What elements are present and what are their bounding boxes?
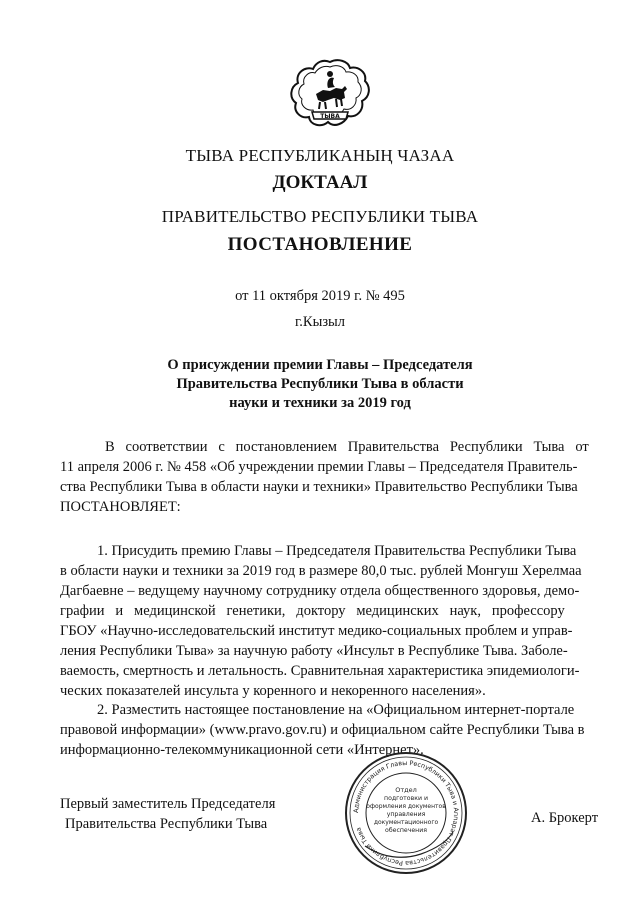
paragraph-line: ГБОУ «Научно-исследовательский институт медико-социальных проблем и управ- <box>60 623 573 639</box>
signatory-name: А. Брокерт <box>531 810 599 826</box>
preamble-paragraph <box>60 437 610 517</box>
paragraph-line: в области науки и техники за 2019 год в размере 80,0 тыс. рублей Монгуш Херелмаа <box>60 563 582 579</box>
signatory-position-line: Правительства Республики Тыва <box>65 816 268 832</box>
title-line: Правительства Республики Тыва в области <box>176 376 464 392</box>
seal-center-line: подготовки и <box>384 795 428 802</box>
seal-center-line: оформления документов <box>366 803 446 810</box>
signatory-position-line: Первый заместитель Председателя <box>60 796 276 812</box>
seal-center-line: обеспечения <box>385 827 427 834</box>
document-title <box>0 356 640 413</box>
document-city: г.Кызыл <box>294 314 346 330</box>
paragraph-line: 11 апреля 2006 г. № 458 «Об учреждении премии Главы – Председателя Правитель- <box>60 459 578 475</box>
header-tuvan-doc-type: ДОКТААЛ <box>272 172 368 193</box>
paragraph-line: ваемость, смертность и летальность. Сравнительная характеристика эпидемиологи- <box>60 663 580 679</box>
paragraph-line: 2. Разместить настоящее постановление на «Официальном интернет-портале <box>97 702 575 718</box>
title-line: науки и техники за 2019 год <box>229 395 411 411</box>
clause-2-paragraph <box>60 700 610 760</box>
paragraph-line: ства Республики Тыва в области науки и техники» Правительство Республики Тыва <box>60 479 578 495</box>
header-russian-government: ПРАВИТЕЛЬСТВО РЕСПУБЛИКИ ТЫВА <box>161 207 479 226</box>
header-russian-doc-type: ПОСТАНОВЛЕНИЕ <box>227 234 413 255</box>
title-line: О присуждении премии Главы – Председателя <box>167 357 473 373</box>
official-seal-icon <box>343 750 469 876</box>
coat-of-arms-icon <box>290 58 370 130</box>
seal-ring-text: Администрация Главы Республики Тыва и Аппарат Правительства Республики Тыва <box>351 758 461 868</box>
svg-text:ТЫВА: ТЫВА <box>320 113 340 120</box>
seal-center-line: Отдел <box>395 786 417 794</box>
paragraph-line: Дагбаевне – ведущему научному сотруднику отдела общественного здоровья, демо- <box>60 583 580 599</box>
paragraph-line: информационно-телекоммуникационной сети «Интернет». <box>60 742 424 758</box>
document-date-number: от 11 октября 2019 г. № 495 <box>235 288 405 304</box>
paragraph-line: ПОСТАНОВЛЯЕТ: <box>60 499 181 515</box>
paragraph-line: ческих показателей инсульта у коренного и некоренного населения». <box>60 683 486 699</box>
paragraph-line: 1. Присудить премию Главы – Председателя Правительства Республики Тыва <box>97 543 577 559</box>
paragraph-line: В соответствии с постановлением Правительства Республики Тыва от <box>105 439 589 455</box>
header-tuvan-government: ТЫВА РЕСПУБЛИКАНЫҢ ЧАЗАА <box>185 146 455 165</box>
seal-center-line: управления <box>386 811 426 818</box>
paragraph-line: ления Республики Тыва» за научную работу «Инсульт в Республике Тыва. Заболе- <box>60 643 568 659</box>
clause-1-paragraph <box>60 541 610 701</box>
paragraph-line: графии и медицинской генетики, доктору медицинских наук, профессору <box>60 603 565 619</box>
signatory-position <box>60 794 275 834</box>
seal-center-line: документационного <box>373 819 439 826</box>
paragraph-line: правовой информации» (www.pravo.gov.ru) и официальном сайте Республики Тыва в <box>60 722 585 738</box>
